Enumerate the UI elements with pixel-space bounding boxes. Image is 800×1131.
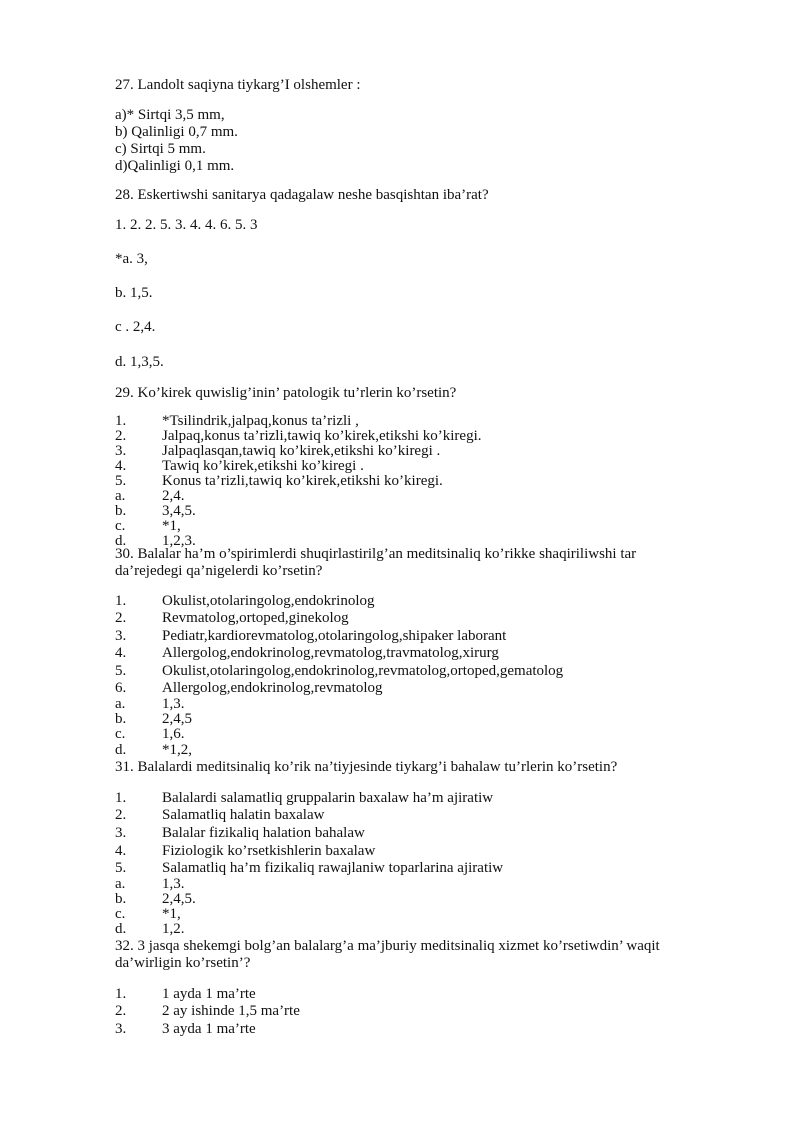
q32-item-text: 1 ayda 1 ma’rte [162, 986, 256, 1002]
q32-item-text: 2 ay ishinde 1,5 ma’rte [162, 1003, 300, 1019]
q32-item-num: 2. [115, 1003, 127, 1019]
q30-item-num: 3. [115, 628, 127, 644]
q30-item-num: 2. [115, 610, 127, 626]
question-30-title-line2: da’rejedegi qa’nigelerdi ko’rsetin? [115, 563, 323, 579]
q30-answer-label: d. [115, 742, 127, 758]
q30-answer-text: 1,3. [162, 696, 185, 712]
q30-answer-text: 1,6. [162, 726, 185, 742]
q31-item-text: Balalardi salamatliq gruppalarin baxalaw ha’m ajiratiw [162, 790, 494, 806]
q29-answer-text: 3,4,5. [162, 503, 196, 519]
q29-answer-text: *1, [162, 518, 181, 534]
q31-answer-label: b. [115, 891, 127, 907]
q30-answer-text: 2,4,5 [162, 711, 192, 727]
q29-item-text: *Tsilindrik,jalpaq,konus ta’rizli , [162, 413, 359, 429]
q30-answer-label: b. [115, 711, 127, 727]
q29-answer-text: 2,4. [162, 488, 185, 504]
q31-item-num: 5. [115, 860, 127, 876]
q27-option-c: c) Sirtqi 5 mm. [115, 141, 206, 157]
q29-item-num: 4. [115, 458, 127, 474]
q29-item-text: Tawiq ko’kirek,etikshi ko’kiregi . [162, 458, 364, 474]
q29-item-num: 3. [115, 443, 127, 459]
q31-item-text: Salamatliq halatin baxalaw [162, 807, 325, 823]
q27-option-a: a)* Sirtqi 3,5 mm, [115, 107, 225, 123]
q31-item-text: Fiziologik ko’rsetkishlerin baxalaw [162, 843, 376, 859]
q31-item-num: 1. [115, 790, 127, 806]
q29-item-text: Jalpaqlasqan,tawiq ko’kirek,etikshi ko’kiregi . [162, 443, 441, 459]
question-27-title: 27. Landolt saqiyna tiykarg’I olshemler : [115, 77, 361, 93]
q31-answer-text: 1,2. [162, 921, 185, 937]
question-32-title-line1: 32. 3 jasqa shekemgi bolg’an balalarg’a ma’jburiy meditsinaliq xizmet ko’rsetiwdin’ waqit [115, 938, 660, 954]
q29-item-text: Jalpaq,konus ta’rizli,tawiq ko’kirek,etikshi ko’kiregi. [162, 428, 482, 444]
q31-item-text: Salamatliq ha’m fizikaliq rawajlaniw toparlarina ajiratiw [162, 860, 504, 876]
q29-item-num: 5. [115, 473, 127, 489]
q30-item-text: Pediatr,kardiorevmatolog,otolaringolog,shipaker laborant [162, 628, 507, 644]
q30-answer-label: a. [115, 696, 126, 712]
q30-item-text: Okulist,otolaringolog,endokrinolog,revmatolog,ortoped,gematolog [162, 663, 564, 679]
q29-answer-label: d. [115, 533, 127, 549]
q30-answer-label: c. [115, 726, 126, 742]
question-31-title: 31. Balalardi meditsinaliq ko’rik na’tiyjesinde tiykarg’i bahalaw tu’rlerin ko’rsetin? [115, 759, 618, 775]
q30-item-num: 4. [115, 645, 127, 661]
q31-item-text: Balalar fizikaliq halation bahalaw [162, 825, 365, 841]
question-30-title-line1: 30. Balalar ha’m o’spirimlerdi shuqirlastirilg’an meditsinaliq ko’rikke shaqiriliwshi tar [115, 546, 637, 562]
question-32-title-line2: da’wirligin ko’rsetin’? [115, 955, 251, 971]
q29-item-num: 1. [115, 413, 127, 429]
q31-answer-text: *1, [162, 906, 181, 922]
q30-item-num: 6. [115, 680, 127, 696]
q29-answer-label: b. [115, 503, 127, 519]
q29-answer-label: a. [115, 488, 126, 504]
q30-item-text: Allergolog,endokrinolog,revmatolog,travmatolog,xirurg [162, 645, 499, 661]
q28-items: 1. 2. 2. 5. 3. 4. 4. 6. 5. 3 [115, 217, 258, 233]
q28-option-a: *a. 3, [115, 251, 148, 267]
q32-item-num: 1. [115, 986, 127, 1002]
q28-option-c: c . 2,4. [115, 319, 156, 335]
q30-item-num: 5. [115, 663, 127, 679]
q32-item-text: 3 ayda 1 ma’rte [162, 1021, 256, 1037]
q30-answer-text: *1,2, [162, 742, 192, 758]
q30-item-text: Allergolog,endokrinolog,revmatolog [162, 680, 383, 696]
q31-item-num: 3. [115, 825, 127, 841]
q27-option-d: d)Qalinligi 0,1 mm. [115, 158, 235, 174]
q31-answer-label: d. [115, 921, 127, 937]
q31-answer-text: 2,4,5. [162, 891, 196, 907]
q29-answer-text: 1,2,3. [162, 533, 196, 549]
q29-item-text: Konus ta’rizli,tawiq ko’kirek,etikshi ko’kiregi. [162, 473, 443, 489]
question-29-title: 29. Ko’kirek quwislig’inin’ patologik tu’rlerin ko’rsetin? [115, 385, 457, 401]
q31-answer-text: 1,3. [162, 876, 185, 892]
q31-item-num: 4. [115, 843, 127, 859]
q32-item-num: 3. [115, 1021, 127, 1037]
question-28-title: 28. Eskertiwshi sanitarya qadagalaw neshe basqishtan iba’rat? [115, 187, 489, 203]
q29-answer-label: c. [115, 518, 126, 534]
q31-answer-label: c. [115, 906, 126, 922]
q31-answer-label: a. [115, 876, 126, 892]
q28-option-d: d. 1,3,5. [115, 354, 164, 370]
q27-option-b: b) Qalinligi 0,7 mm. [115, 124, 238, 140]
q29-item-num: 2. [115, 428, 127, 444]
q30-item-text: Revmatolog,ortoped,ginekolog [162, 610, 349, 626]
q30-item-num: 1. [115, 593, 127, 609]
q30-item-text: Okulist,otolaringolog,endokrinolog [162, 593, 375, 609]
q28-option-b: b. 1,5. [115, 285, 153, 301]
q31-item-num: 2. [115, 807, 127, 823]
